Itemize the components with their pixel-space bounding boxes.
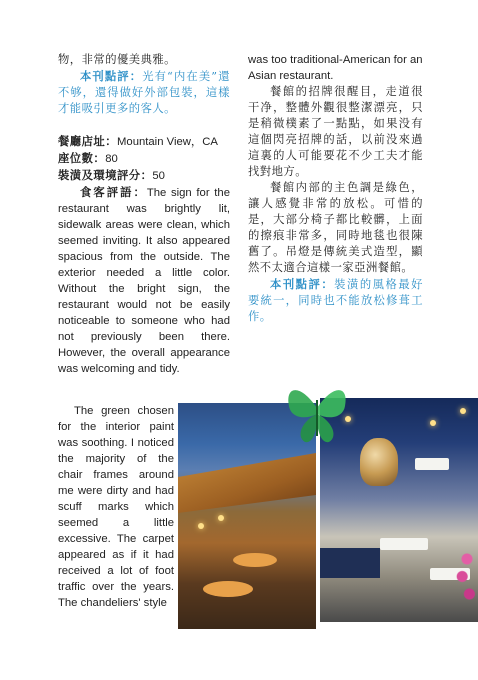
score-label: 裝潢及環境評分： xyxy=(58,168,153,182)
lamp xyxy=(460,408,466,414)
lamp xyxy=(198,523,204,529)
continued-text: was too traditional-American for an Asian restaurant. xyxy=(248,54,423,82)
seats-label: 座位數： xyxy=(58,151,106,165)
diner-label: 食客評語： xyxy=(80,185,147,199)
awning xyxy=(178,453,316,513)
lamp xyxy=(430,420,436,426)
diner-text: The sign for the restaurant was brightly lit, sidewalk areas were clean, which seemed inviting. It also appeared spacious from the outside. The exterior needed a little color. Without the bright sign, the restaurant would not be easily noticeable to someone who had not previously been there. However, the overall appearance was welcoming and tidy. xyxy=(58,187,230,375)
zh-paragraph-2: 餐館内部的主色調是綠色，讓人感覺非常的放松。可惜的是，大部分椅子都比較髒，上面的擦痕非常多，同時地毯也很陳舊了。吊燈是傳統美式造型，顯然不太適合這樣一家亞洲餐館。 xyxy=(248,181,423,274)
left-column xyxy=(58,52,230,377)
score-line xyxy=(58,167,230,184)
address-value: Mountain View，CA xyxy=(117,136,218,148)
butterfly-icon xyxy=(285,378,349,448)
intro-line: 物，非常的優美典雅。 xyxy=(58,53,176,66)
review-1 xyxy=(58,68,230,117)
seats-value: 80 xyxy=(105,153,118,165)
booth-seat xyxy=(320,548,380,578)
review-2-text: 裝潢的風格最好要統一，同時也不能放松修葺工作。 xyxy=(248,278,423,323)
lamp xyxy=(218,515,224,521)
right-column xyxy=(248,52,423,325)
orchid-flowers xyxy=(455,545,478,615)
review-1-text: 光有“内在美”還不够，還得做好外部包裝，這樣才能吸引更多的客人。 xyxy=(58,70,230,115)
patio-table xyxy=(203,581,253,597)
diner-comment xyxy=(58,184,230,377)
dining-table xyxy=(415,458,449,470)
review-2-label: 本刊點評： xyxy=(270,277,335,291)
seats-line xyxy=(58,150,230,167)
review-1-label: 本刊點評： xyxy=(80,69,143,83)
narrow-paragraph: The green chosen for the interior paint was soothing. I noticed the majority of the chair frames around me were dirty and had scuff marks which seemed a little excessive. The carpet appeared as if it had received a lot of foot traffic over the years. The chandeliers' style xyxy=(58,405,174,609)
zh-paragraph-1: 餐館的招牌很醒目，走道很干净，整體外觀很整潔漂亮，只是稍微樸素了一點點，如果没有這個閃亮招牌的話，以前没來過這裏的人可能要花不少工夫才能找對地方。 xyxy=(248,85,423,178)
dining-table xyxy=(380,538,428,550)
address-line xyxy=(58,133,230,150)
score-value: 50 xyxy=(152,170,165,182)
patio-table xyxy=(233,553,277,567)
address-label: 餐廳店址： xyxy=(58,134,117,148)
decorative-urn xyxy=(360,438,398,486)
review-2 xyxy=(248,276,423,325)
